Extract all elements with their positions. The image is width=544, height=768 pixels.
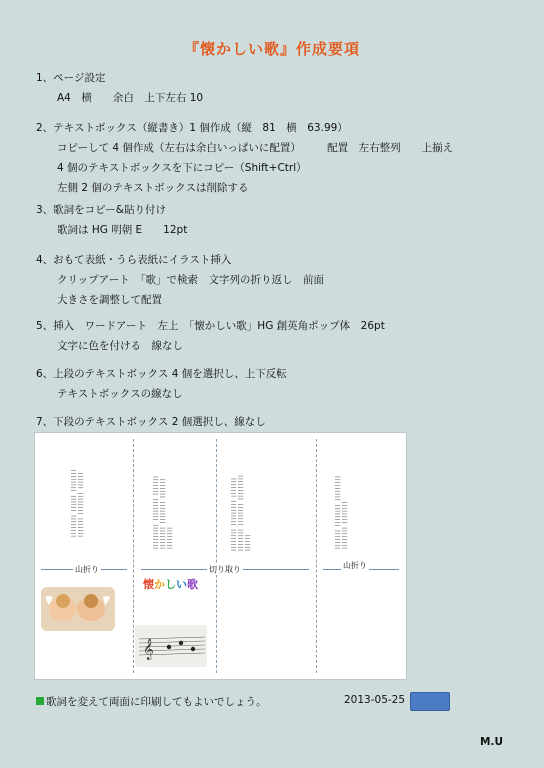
section-heading: 4、おもて表紙・うら表紙にイラスト挿入	[36, 254, 232, 266]
angel-icon	[41, 587, 115, 631]
fold-line	[316, 439, 317, 673]
date-label: 2013-05-25	[344, 694, 406, 706]
svg-text:𝄞: 𝄞	[143, 639, 154, 660]
fold-line	[133, 439, 134, 673]
cut-label: 切り取り	[209, 565, 241, 574]
section-line: コピーして 4 個作成（左右は余白いっぱいに配置） 配置 左右整列 上揃え	[57, 142, 454, 154]
section-5	[36, 316, 385, 356]
cut-line	[216, 439, 217, 673]
lyrics-text-block: ||||||||| |||||||| ||||||| |||||||| |||||||| ||||||| ||||||||	[153, 475, 173, 549]
section-heading: 1、ページ設定	[36, 72, 106, 84]
fold-label-right: 山折り	[343, 561, 367, 570]
blue-rectangle-button[interactable]	[410, 692, 450, 711]
wordart-char: 懐	[143, 578, 154, 591]
lyrics-text-block: |||||||| |||||| |||||||| ||||||| |||||||| ||||||	[71, 468, 84, 537]
footer-note-text: 歌詞を変えて両面に印刷してもよいでしょう。	[46, 696, 267, 708]
section-7	[36, 412, 266, 432]
section-1	[36, 68, 203, 108]
section-line: 大きさを調整して配置	[57, 294, 162, 306]
section-heading: 3、歌詞をコピー&貼り付け	[36, 204, 166, 216]
wordart-char: 歌	[187, 578, 198, 591]
lyrics-text-block: |||||||| ||||||||| ||||||| |||||||| |||||||| ||||||||| ||||||	[231, 474, 251, 551]
music-sheet-illustration	[135, 625, 207, 667]
wordart-char: い	[176, 578, 187, 591]
section-heading: 7、下段のテキストボックス 2 個選択し、線なし	[36, 416, 266, 428]
angel-illustration	[41, 587, 115, 631]
footer-note	[36, 694, 267, 709]
layout-example-figure	[34, 432, 407, 680]
section-heading: 6、上段のテキストボックス 4 個を選択し、上下反転	[36, 368, 287, 380]
section-line: 左側 2 個のテキストボックスは削除する	[57, 182, 249, 194]
section-3	[36, 200, 187, 240]
section-line: 4 個のテキストボックスを下にコピー（Shift+Ctrl）	[57, 162, 307, 174]
section-line: クリップアート 「歌」で検索 文字列の折り返し 前面	[57, 274, 325, 286]
section-2	[36, 118, 453, 198]
section-6	[36, 364, 287, 404]
page-title: 『懐かしい歌』作成要項	[183, 40, 360, 58]
wordart-char: し	[165, 578, 176, 591]
card-title-wordart	[143, 576, 198, 592]
fold-label-left: 山折り	[75, 565, 99, 574]
section-line: 歌詞は HG 明朝 E 12pt	[57, 224, 188, 236]
author-label: M.U	[480, 736, 503, 748]
section-line: 文字に色を付ける 線なし	[57, 340, 183, 352]
section-line: テキストボックスの線なし	[57, 388, 183, 400]
wordart-char: か	[154, 578, 165, 591]
section-line: A4 横 余白 上下左右 10	[57, 92, 204, 104]
section-heading: 5、挿入 ワードアート 左上 「懐かしい歌」HG 創英角ポップ体 26pt	[36, 320, 385, 332]
section-heading: 2、テキストボックス（縦書き）1 個作成（縦 81 横 63.99）	[36, 122, 348, 134]
lyrics-text-block: ||||||| |||||||| ||||||||| |||||||| ||||||||	[335, 475, 348, 549]
section-4	[36, 250, 324, 310]
green-square-icon	[36, 697, 44, 705]
music-note-icon	[135, 625, 207, 667]
